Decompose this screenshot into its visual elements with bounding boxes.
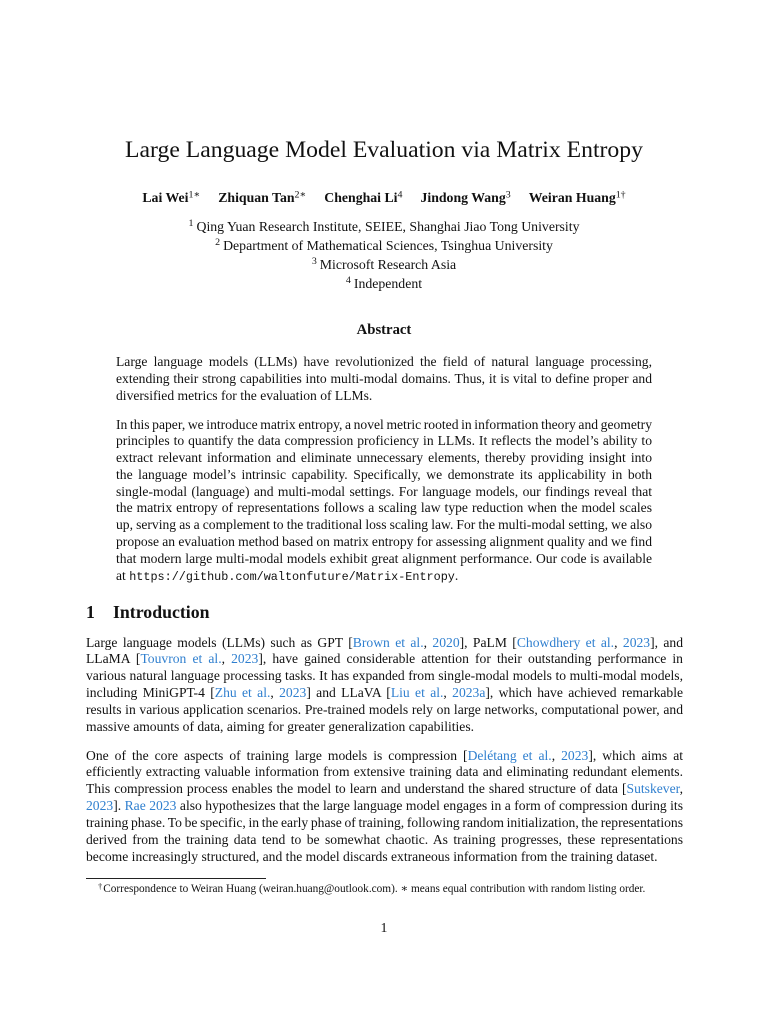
citation-link[interactable]: Zhu et al.	[214, 685, 271, 701]
citation-link[interactable]: Chowdhery et al.	[516, 634, 615, 650]
abstract-paragraph	[116, 417, 652, 586]
text-line	[86, 798, 683, 815]
text-run: .	[454, 567, 459, 583]
section-title: Introduction	[113, 602, 210, 622]
author-name: Chenghai Li	[324, 190, 398, 205]
text-line	[116, 433, 652, 450]
text-line	[116, 534, 652, 551]
citation-link[interactable]: Liu et al.	[390, 685, 444, 701]
body-paragraph	[86, 748, 683, 866]
citation-link[interactable]: Rae 2023	[124, 798, 177, 814]
author-affiliation-mark: 2∗	[294, 189, 307, 201]
text-line	[116, 500, 652, 517]
citation-link[interactable]: Touvron et al.	[140, 651, 222, 667]
affiliation-text: Microsoft Research Asia	[319, 256, 457, 272]
text-line	[86, 815, 683, 832]
text-run: ], which have achieved remarkable	[485, 685, 684, 701]
text-line	[86, 748, 683, 765]
text-run: efficiently extracting valuable information from extensive training data and eliminating redundant elements.	[86, 764, 683, 780]
text-line	[86, 685, 683, 702]
text-line	[116, 450, 652, 467]
affiliation	[0, 255, 768, 274]
text-run: the language model’s intrinsic capability. Specifically, we demonstrate its applicability in both	[116, 466, 652, 482]
text-run: extract relevant information and eliminate unnecessary elements, thereby providing insight into	[116, 450, 652, 466]
text-run: principles to quantify the data compression proficiency in LLMs. It reflects the model’s ability to	[116, 433, 652, 449]
affiliation-mark: 4	[345, 275, 351, 287]
text-run: including MiniGPT-4 [	[86, 685, 215, 701]
citation-link[interactable]: 2023a	[452, 685, 486, 701]
text-run: ,	[423, 634, 433, 650]
code-url-link[interactable]: https://github.com/waltonfuture/Matrix-Entropy	[129, 569, 455, 584]
text-run: This compression process enables the model to learn and understand the shared structure of data [	[86, 781, 627, 797]
paper-title: Large Language Model Evaluation via Matrix Entropy	[125, 137, 643, 163]
text-line	[86, 635, 683, 652]
author-name: Jindong Wang	[420, 190, 506, 205]
abstract-heading: Abstract	[356, 322, 412, 338]
text-run: various natural language processing tasks. It has expanded from single-modal models to multi-modal models,	[86, 668, 683, 684]
text-run: One of the core aspects of training large models is compression [	[86, 747, 468, 763]
body-paragraph	[86, 635, 683, 736]
text-line	[116, 353, 652, 370]
text-run: at	[116, 567, 130, 583]
affiliation-text: Qing Yuan Research Institute, SEIEE, Shanghai Jiao Tong University	[196, 218, 580, 234]
citation-link[interactable]: 2023	[86, 798, 114, 814]
text-run: training phase. To be specific, in the early phase of training, following random initialization, the representations	[86, 815, 683, 831]
text-line	[86, 719, 683, 736]
text-line	[86, 832, 683, 849]
author	[218, 189, 306, 207]
text-run: ,	[443, 685, 453, 701]
abstract-paragraph	[116, 353, 652, 404]
text-run: single-modal (language) and multi-modal settings. For language models, our findings reveal that	[116, 483, 652, 499]
text-line	[86, 781, 683, 798]
citation-link[interactable]: Delétang et al.	[467, 747, 552, 763]
citation-link[interactable]: 2023	[231, 651, 259, 667]
author	[420, 189, 510, 207]
affiliation-mark: 3	[311, 256, 317, 268]
text-run: ,	[551, 747, 562, 763]
affiliation-list	[0, 217, 768, 293]
page-number: 1	[380, 920, 388, 935]
text-run: ], PaLM [	[459, 634, 517, 650]
text-line	[116, 370, 652, 387]
affiliation	[0, 274, 768, 293]
text-line	[86, 668, 683, 685]
text-run: the matrix entropy of representations follows a scaling law type reduction when the model scales	[116, 500, 652, 516]
text-run: ], have gained considerable attention for their outstanding performance in	[258, 651, 683, 667]
text-run: ,	[270, 685, 280, 701]
section-heading	[86, 601, 210, 623]
text-line	[86, 651, 683, 668]
text-run: diversified metrics for the evaluation of LLMs.	[116, 387, 373, 403]
author-name: Zhiquan Tan	[218, 190, 295, 205]
citation-link[interactable]: Sutskever	[626, 781, 680, 797]
author-affiliation-mark: 3	[505, 189, 511, 201]
text-line	[86, 849, 683, 866]
author-affiliation-mark: 4	[397, 189, 403, 201]
footnote-rule	[86, 878, 266, 879]
author	[529, 189, 626, 207]
text-run: up, serving as a complement to the traditional loss scaling law. For the multi-modal setting, we also	[116, 517, 652, 533]
author-affiliation-mark: 1†	[615, 189, 626, 201]
citation-link[interactable]: Brown et al.	[352, 634, 424, 650]
text-run: Large language models (LLMs) have revolutionized the field of natural language processing,	[116, 353, 652, 369]
affiliation-text: Department of Mathematical Sciences, Tsinghua University	[223, 237, 553, 253]
text-run: ], and	[650, 634, 684, 650]
author-affiliation-mark: 1∗	[188, 189, 201, 201]
text-run: LLaMA [	[86, 651, 141, 667]
affiliation	[0, 217, 768, 236]
text-run: become increasingly structured, and the model discards extraneous information from the training dataset.	[86, 848, 658, 864]
text-run: extending their strong capabilities into multi-modal domains. Thus, it is vital to define proper and	[116, 370, 652, 386]
text-run: In this paper, we introduce matrix entropy, a novel metric rooted in information theory and geometry	[116, 416, 652, 432]
footnote-text: Correspondence to Weiran Huang (weiran.huang@outlook.com). ∗ means equal contribution with random listing order.	[103, 883, 646, 895]
text-run: results in various application scenarios. Pre-trained models rely on large networks, computational power, and	[86, 702, 683, 718]
text-line	[116, 484, 652, 501]
footnote-mark: †	[98, 880, 103, 891]
text-line	[116, 568, 652, 586]
text-run: ,	[614, 634, 623, 650]
text-line	[116, 551, 652, 568]
citation-link[interactable]: 2020	[432, 634, 460, 650]
text-run: propose an evaluation method based on matrix entropy for assessing alignment quality and we find	[116, 534, 652, 550]
text-run: ], which aims at	[588, 747, 684, 763]
footnote	[98, 882, 645, 896]
text-line	[116, 417, 652, 434]
text-run: ] and LLaVA [	[306, 685, 391, 701]
affiliation-mark: 2	[215, 237, 221, 249]
text-run: ,	[679, 781, 683, 797]
author-list	[0, 189, 768, 207]
affiliation-mark: 1	[188, 218, 194, 230]
text-run: also hypothesizes that the large language model engages in a form of compression during its	[176, 798, 683, 814]
text-run: ,	[221, 651, 232, 667]
text-line	[116, 517, 652, 534]
author	[324, 189, 402, 207]
text-run: Large language models (LLMs) such as GPT [	[86, 634, 353, 650]
citation-link[interactable]: 2023	[561, 747, 589, 763]
text-line	[116, 387, 652, 404]
text-line	[86, 702, 683, 719]
text-line	[116, 467, 652, 484]
text-line	[86, 764, 683, 781]
author-name: Lai Wei	[142, 190, 189, 205]
citation-link[interactable]: 2023	[622, 634, 651, 650]
affiliation	[0, 236, 768, 255]
text-run: ].	[113, 798, 125, 814]
author-name: Weiran Huang	[528, 190, 616, 205]
text-run: that modern large multi-modal models exhibit great alignment performance. Our code is available	[116, 550, 652, 566]
author	[142, 189, 200, 207]
affiliation-text: Independent	[353, 275, 423, 291]
text-run: derived from the training data tend to be somewhat chaotic. As training progresses, these representations	[86, 832, 683, 848]
text-run: massive amounts of data, aiming for greater generalization capabilities.	[86, 719, 475, 735]
citation-link[interactable]: 2023	[279, 685, 307, 701]
section-number: 1	[86, 602, 95, 622]
